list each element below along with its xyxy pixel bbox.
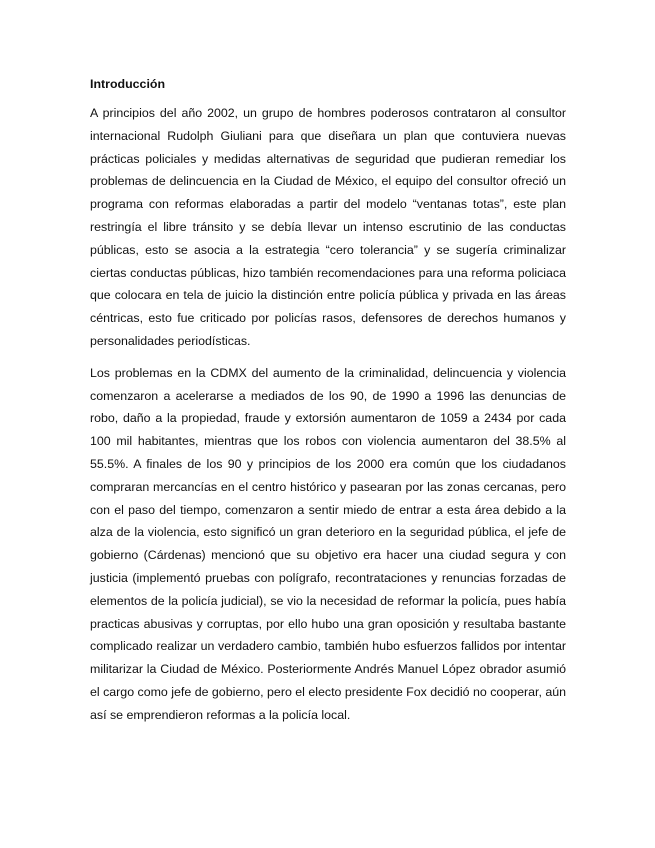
paragraph-1: A principios del año 2002, un grupo de hombres poderosos contrataron al consultor internacional Rudolph Giuliani para que diseñara un plan que contuviera nuevas prácticas policiales y medidas alternativas de seguridad que pudieran remediar los problemas de delincuencia en la Ciudad de México, el equipo del consultor ofreció un programa con reformas elaboradas a partir del modelo “ventanas totas”, este plan restringía el libre tránsito y se debía llevar un intenso escrutinio de las conductas públicas, esto se asocia a la estrategia “cero tolerancia” y se sugería criminalizar ciertas conductas públicas, hizo también recomendaciones para una reforma policiaca que colocara en tela de juicio la distinción entre policía pública y privada en las áreas céntricas, esto fue criticado por policías rasos, defensores de derechos humanos y personalidades periodísticas. [90,106,566,348]
document-body [90,76,566,736]
section-heading: Introducción [90,77,166,91]
paragraph-2: Los problemas en la CDMX del aumento de la criminalidad, delincuencia y violencia comenzaron a acelerarse a mediados de los 90, de 1990 a 1996 las denuncias de robo, daño a la propiedad, fraude y extorsión aumentaron de 1059 a 2434 por cada 100 mil habitantes, mientras que los robos con violencia aumentaron del 38.5% al 55.5%. A finales de los 90 y principios de los 2000 era común que los ciudadanos compraran mercancías en el centro histórico y pasearan por las zonas cercanas, pero con el paso del tiempo, comenzaron a sentir miedo de entrar a esta área debido a la alza de la violencia, esto significó un gran deterioro en la seguridad pública, el jefe de gobierno (Cárdenas) mencionó que su objetivo era hacer una ciudad segura y con justicia (implementó pruebas con polígrafo, recontrataciones y renuncias forzadas de elementos de la policía judicial), se vio la necesidad de reformar la policía, pues había practicas abusivas y corruptas, por ello hubo una gran oposición y resultaba bastante complicado realizar un verdadero cambio, también hubo esfuerzos fallidos por intentar militarizar la Ciudad de México. Posteriormente Andrés Manuel López obrador asumió el cargo como jefe de gobierno, pero el electo presidente Fox decidió no cooperar, aún así se emprendieron reformas a la policía local. [90,365,566,722]
